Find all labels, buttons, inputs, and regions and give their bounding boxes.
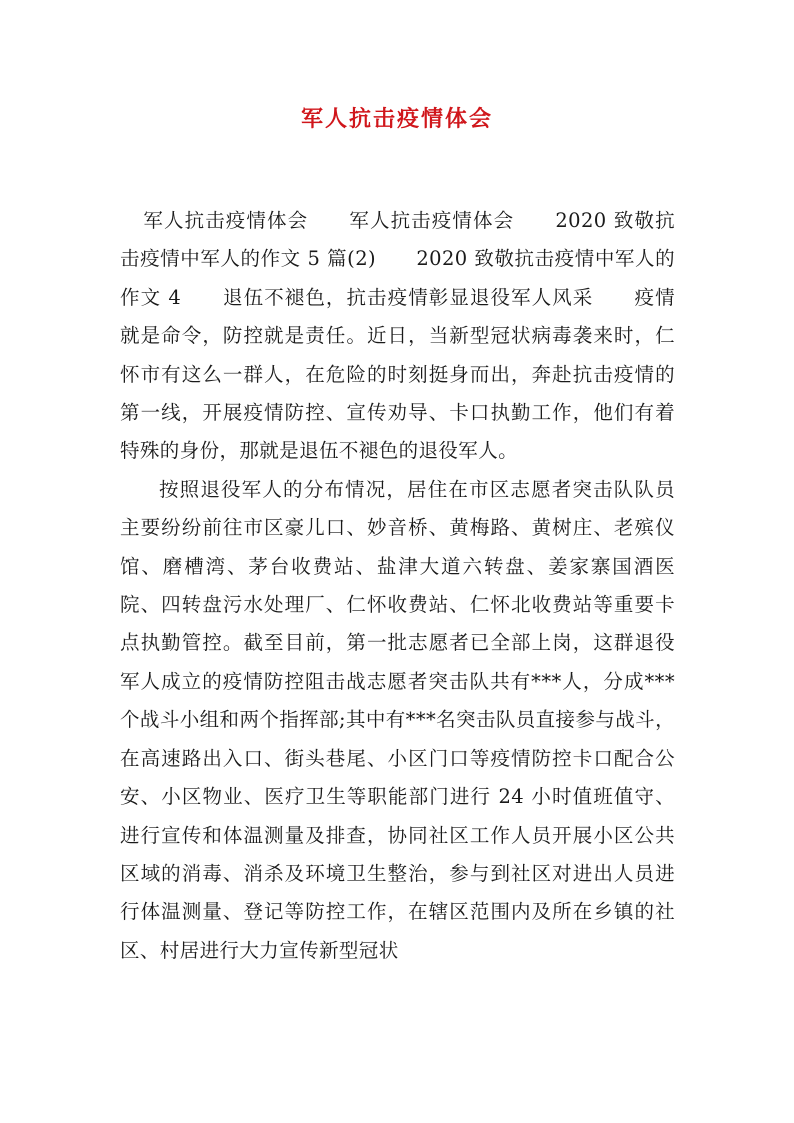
- paragraph-intro: 军人抗击疫情体会 军人抗击疫情体会 2020 致敬抗击疫情中军人的作文 5 篇(2) 2020 致敬抗击疫情中军人的作文 4 退伍不褪色，抗击疫情彰显退役军人风采 疫情就是命令，防控就是责任。近日，当新型冠状病毒袭来时，仁怀市有这么一群人，在危险的时刻挺身而出，奔赴抗击疫情的第一线，开展疫情防控、宣传劝导、卡口执勤工作，他们有着特殊的身份，那就是退伍不褪色的退役军人。: [120, 209, 675, 463]
- paragraph-deployment: 按照退役军人的分布情况，居住在市区志愿者突击队队员主要纷纷前往市区豪儿口、妙音桥、黄梅路、黄树庄、老殡仪馆、磨槽湾、茅台收费站、盐津大道六转盘、姜家寨国酒医院、四转盘污水处理厂、仁怀收费站、仁怀北收费站等重要卡点执勤管控。截至目前，第一批志愿者已全部上岗，这群退役军人成立的疫情防控阻击战志愿者突击队共有***人，分成***个战斗小组和两个指挥部;其中有***名突击队员直接参与战斗，在高速路出入口、街头巷尾、小区门口等疫情防控卡口配合公安、小区物业、医疗卫生等职能部门进行 24 小时值班值守、进行宣传和体温测量及排查，协同社区工作人员开展小区公共区域的消毒、消杀及环境卫生整治，参与到社区对进出人员进行体温测量、登记等防控工作，在辖区范围内及所在乡镇的社区、村居进行大力宣传新型冠状: [120, 477, 675, 962]
- document-body: [120, 202, 675, 970]
- document-title: 军人抗击疫情体会: [300, 106, 493, 132]
